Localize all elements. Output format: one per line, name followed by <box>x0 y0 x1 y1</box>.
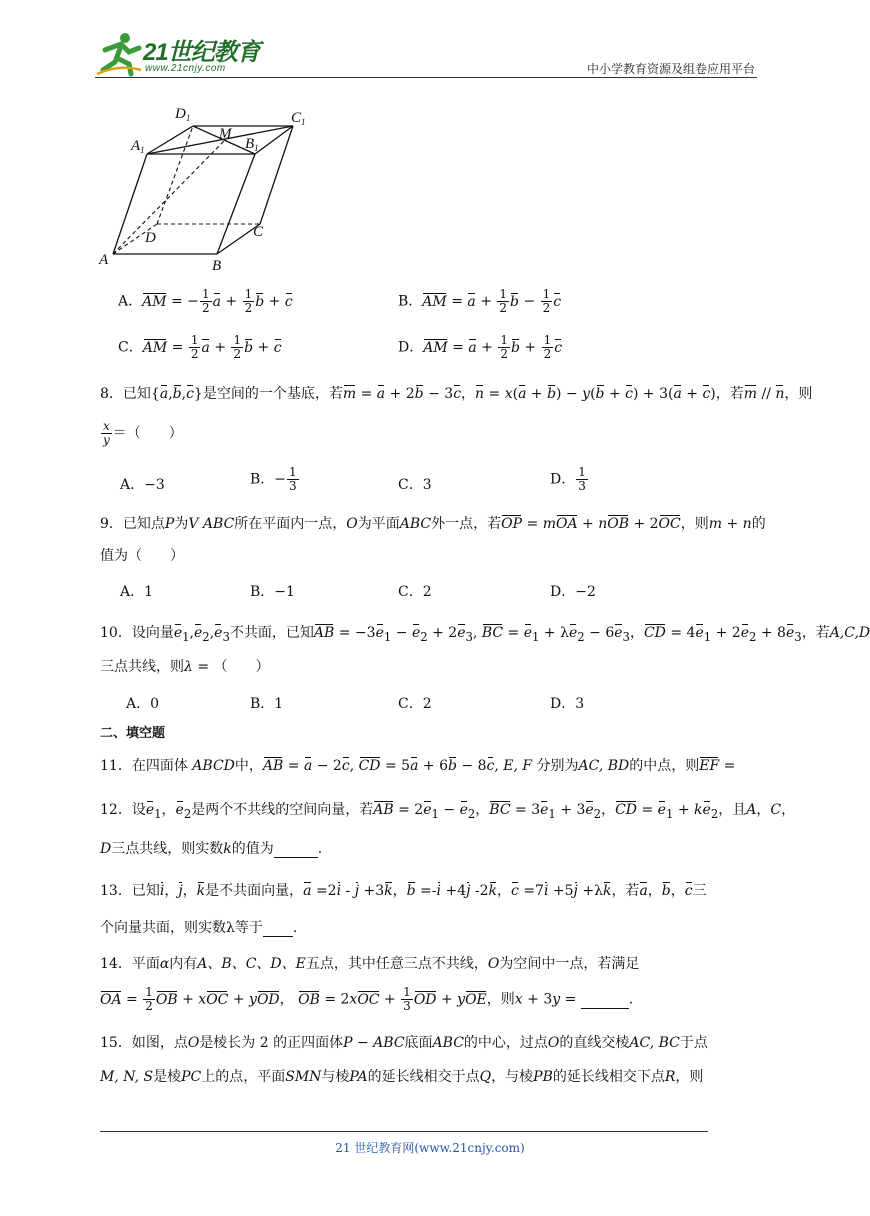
label-D1: $D_1$ <box>175 106 191 123</box>
q10-option-d[interactable]: D．3 <box>550 696 585 712</box>
q13-answer-blank[interactable] <box>263 920 293 937</box>
footer-divider <box>100 1131 708 1132</box>
q8-stem-line2: $\frac{x}{y}$ ＝（ ） <box>103 419 183 447</box>
logo-runner-icon <box>95 30 143 76</box>
label-C: C <box>253 224 264 240</box>
label-B1: $B_1$ <box>245 136 259 153</box>
label-D: D <box>145 230 156 246</box>
header-divider <box>95 77 757 78</box>
q7-option-a[interactable]: A．AM = − $\frac{1}{2}$ a + $\frac{1}{2}$ b + c <box>118 287 293 315</box>
label-B: B <box>212 258 222 274</box>
q10-stem-line2: 三点共线，则λ = （ ） <box>100 659 270 675</box>
q14-answer-blank[interactable] <box>581 992 629 1009</box>
label-M: M <box>219 126 232 142</box>
q13-stem: 13．已知i，j，k是不共面向量，a =2i - j +3k，b =-i +4j -2k，c =7i +5j +λk，若a，b，c三 <box>100 883 707 899</box>
q8-stem: 8．已知{a,b,c}是空间的一个基底，若m = a + 2b − 3c，n = x(a + b) − y(b + c) + 3(a + c)，若m // n，则 <box>100 386 813 402</box>
q12-stem-line2: D三点共线，则实数k的值为 . <box>100 841 323 857</box>
logo-url: www.21cnjy.com <box>145 63 226 74</box>
q10-option-c[interactable]: C．2 <box>398 696 432 712</box>
q9-stem-line2: 值为（ ） <box>100 548 184 564</box>
q15-stem: 15．如图，点O是棱长为 2 的正四面体P − ABC底面ABC的中心，过点O的直线交棱AC, BC于点 <box>100 1035 708 1051</box>
q14-stem: 14．平面α内有A、B、C、D、E五点，其中任意三点不共线，O为空间中一点，若满足 <box>100 956 640 972</box>
q7-option-b[interactable]: B．AM = a + $\frac{1}{2}$ b − $\frac{1}{2}$ c <box>398 287 562 315</box>
label-A: A <box>99 252 109 268</box>
q8-option-d[interactable]: D． $\frac{1}{3}$ <box>550 465 586 493</box>
q10-option-b[interactable]: B．1 <box>250 696 284 712</box>
q8-option-b[interactable]: B．− $\frac{1}{3}$ <box>250 465 297 493</box>
q9-option-c[interactable]: C．2 <box>398 584 432 600</box>
q8-option-c[interactable]: C．3 <box>398 477 432 493</box>
q10-option-a[interactable]: A．0 <box>126 696 160 712</box>
q9-option-a[interactable]: A．1 <box>120 584 154 600</box>
q13-stem-line2: 个向量共面，则实数λ等于 . <box>100 920 298 936</box>
label-A1: $A_1$ <box>131 138 145 155</box>
q9-option-b[interactable]: B．−1 <box>250 584 295 600</box>
q12-answer-blank[interactable] <box>274 841 318 858</box>
q9-stem: 9．已知点P为V ABC所在平面内一点，O为平面ABC外一点，若OP = mOA + nOB + 2OC，则m + n的 <box>100 516 766 532</box>
page-header <box>95 30 755 80</box>
q15-stem-line2: M, N, S是棱PC上的点，平面SMN与棱PA的延长线相交于点Q，与棱PB的延长线相交下点R，则 <box>100 1069 704 1085</box>
q9-option-d[interactable]: D．−2 <box>550 584 596 600</box>
header-right-text: 中小学教育资源及组卷应用平台 <box>586 62 755 76</box>
q12-stem: 12．设$e_1$，$e_2$是两个不共线的空间向量，若AB = $2e_1 - e_2$，BC = $3e_1 + 3e_2$，CD = $e_1 + ke_2$，且A，C， <box>100 802 796 821</box>
q7-option-d[interactable]: D．AM = a + $\frac{1}{2}$ b + $\frac{1}{2}$ c <box>398 333 563 361</box>
q8-option-a[interactable]: A．−3 <box>120 477 165 493</box>
section-fill-in-title: 二、填空题 <box>100 726 166 741</box>
footer-text: 21 世纪教育网(www.21cnjy.com) <box>335 1141 525 1155</box>
label-C1: $C_1$ <box>291 110 306 127</box>
q14-stem-line2: OA = $\frac{1}{2}$ OB + xOC + yOD， OB = 2xOC + $\frac{1}{3}$ OD + yOE，则x + 3y = . <box>100 985 634 1013</box>
logo-text: 21世纪教育 <box>143 39 260 66</box>
q10-stem: 10．设向量$e_1,e_2,e_3$不共面，已知AB = $-3e_1 - e_2 + 2e_3$, BC = $e_1 + \lambda e_2 - 6e_3$，CD = $4e_1 + 2e_2 + 8e_3$，若A,C,D <box>100 625 870 644</box>
q7-option-c[interactable]: C．AM = $\frac{1}{2}$ a + $\frac{1}{2}$ b + c <box>118 333 282 361</box>
parallelepiped-figure <box>95 100 325 275</box>
q11-stem: 11．在四面体 ABCD中，AB = a − 2c, CD = 5a + 6b − 8c, E, F 分别为AC, BD的中点，则EF = <box>100 758 736 774</box>
